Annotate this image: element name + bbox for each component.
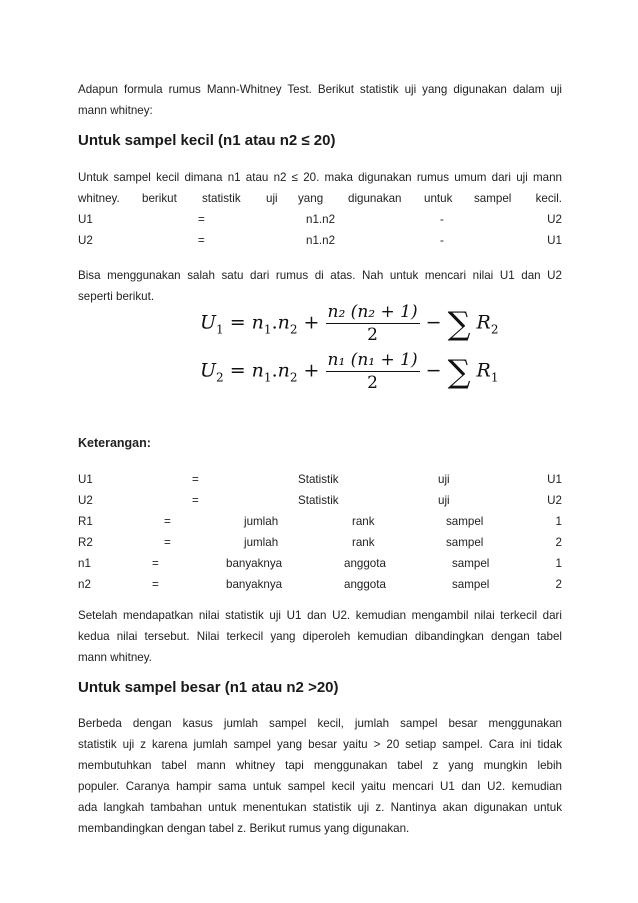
word: untuk: [424, 192, 453, 205]
fraction-denominator: 2: [367, 373, 378, 393]
formula-symbol: n: [277, 359, 290, 382]
k-cell: =: [152, 557, 159, 570]
k-cell: uji: [438, 494, 450, 507]
intro-line-2: mann whitney:: [78, 104, 153, 117]
word: sampel: [474, 192, 512, 205]
k-cell: R1: [78, 515, 93, 528]
k-cell: 1: [555, 557, 562, 570]
k-cell: R2: [78, 536, 93, 549]
k-cell: =: [192, 494, 199, 507]
keterangan-row: [78, 470, 562, 490]
formula-operator: +: [303, 359, 320, 382]
large-para-line: ada langkah tambahan untuk menentukan statistik uji z. Nantinya akan digunakan untuk: [78, 801, 562, 814]
word: kecil.: [535, 192, 562, 205]
u-cell: -: [440, 213, 444, 226]
large-para-line: Berbeda dengan kasus jumlah sampel kecil, jumlah sampel besar menggunakan: [78, 717, 562, 730]
after-line-1: Setelah mendapatkan nilai statistik uji U1 dan U2. kemudian mengambil nilai terkecil dari: [78, 609, 562, 622]
k-cell: sampel: [452, 557, 490, 570]
u-cell: U1: [547, 234, 562, 247]
heading-sampel-besar: Untuk sampel besar (n1 atau n2 >20): [78, 679, 339, 696]
sigma-symbol: ∑: [447, 352, 471, 391]
formula-operator: .: [271, 311, 278, 334]
k-cell: sampel: [446, 536, 484, 549]
k-cell: =: [164, 515, 171, 528]
formula-subscript: 2: [216, 370, 224, 385]
u-row-2: [78, 231, 562, 251]
formula-subscript: 1: [263, 370, 272, 385]
u-cell: =: [198, 213, 205, 226]
formula-operator: −: [425, 311, 442, 334]
formula-symbol: n: [251, 359, 264, 382]
k-cell: 2: [555, 578, 562, 591]
formula-symbol: n: [251, 311, 264, 334]
formula-symbol: R: [476, 359, 491, 382]
formula-operator: +: [303, 311, 320, 334]
formula-operator: −: [425, 359, 442, 382]
formula-subscript: 1: [263, 322, 272, 337]
keterangan-row: [78, 533, 562, 553]
u-row-1: [78, 210, 562, 230]
formula-u2: [200, 350, 498, 393]
k-cell: jumlah: [244, 536, 279, 549]
fraction-denominator: 2: [367, 325, 378, 345]
k-cell: sampel: [446, 515, 484, 528]
large-para-line: membutuhkan tabel mann whitney tapi menggunakan tabel z yang mungkin lebih: [78, 759, 562, 772]
formula-fraction: [326, 302, 420, 345]
k-cell: sampel: [452, 578, 490, 591]
word: statistik: [202, 192, 241, 205]
formula-subscript: 2: [289, 322, 298, 337]
keterangan-row: [78, 512, 562, 532]
k-cell: =: [192, 473, 199, 486]
k-cell: rank: [352, 536, 375, 549]
k-cell: U2: [78, 494, 93, 507]
formula-operator: .: [271, 359, 278, 382]
k-cell: banyaknya: [226, 557, 283, 570]
formula-operator: =: [229, 359, 246, 382]
small-para-line-1: Untuk sampel kecil dimana n1 atau n2 ≤ 20. maka digunakan rumus umum dari uji mann: [78, 171, 562, 184]
keterangan-row: [78, 491, 562, 511]
formula-fraction: [326, 350, 420, 393]
after-line-3: mann whitney.: [78, 651, 152, 664]
keterangan-row: [78, 575, 562, 595]
sigma-symbol: ∑: [447, 304, 471, 343]
k-cell: jumlah: [244, 515, 279, 528]
k-cell: uji: [438, 473, 450, 486]
word: yang: [298, 192, 324, 205]
large-para-line: membandingkan dengan tabel z. Berikut rumus yang digunakan.: [78, 822, 410, 835]
formula-symbol: U: [200, 359, 217, 382]
u-cell: U2: [547, 213, 562, 226]
formula-subscript: 2: [289, 370, 298, 385]
k-cell: Statistik: [298, 473, 339, 486]
heading-sampel-kecil: Untuk sampel kecil (n1 atau n2 ≤ 20): [78, 132, 336, 149]
k-cell: U2: [547, 494, 562, 507]
k-cell: =: [164, 536, 171, 549]
word: digunakan: [348, 192, 402, 205]
formula-operator: =: [229, 311, 246, 334]
word: berikut: [142, 192, 177, 205]
u-cell: U1: [78, 213, 93, 226]
large-para-line: populer. Caranya hampir sama untuk sampel kecil yaitu mencari U1 dan U2. kemudian: [78, 780, 562, 793]
k-cell: 2: [555, 536, 562, 549]
fraction-numerator: n₁ (n₁ + 1): [327, 350, 418, 370]
u-cell: =: [198, 234, 205, 247]
k-cell: n2: [78, 578, 91, 591]
k-cell: Statistik: [298, 494, 339, 507]
k-cell: U1: [547, 473, 562, 486]
formula-symbol: n: [277, 311, 290, 334]
after-line-2: kedua nilai tersebut. Nilai terkecil yang diperoleh kemudian dibandingkan dengan tabel: [78, 630, 562, 643]
k-cell: anggota: [344, 578, 386, 591]
keterangan-row: [78, 554, 562, 574]
fraction-numerator: n₂ (n₂ + 1): [327, 302, 418, 322]
formula-symbol: U: [200, 311, 217, 334]
small-para-line-2: [78, 189, 562, 209]
u-cell: n1.n2: [306, 213, 336, 226]
k-cell: 1: [555, 515, 562, 528]
large-para-line: statistik uji z karena jumlah sampel yang besar yaitu > 20 setiap sampel. Cara ini tidak: [78, 738, 562, 751]
small-para2-line-2: seperti berikut.: [78, 290, 155, 303]
formula-subscript: 1: [216, 322, 224, 337]
word: uji: [266, 192, 278, 205]
u-cell: -: [440, 234, 444, 247]
intro-line-1: Adapun formula rumus Mann-Whitney Test. Berikut statistik uji yang digunakan dalam uji: [78, 83, 562, 96]
keterangan-heading: Keterangan:: [78, 436, 151, 450]
formula-subscript: 1: [490, 370, 499, 385]
formula-symbol: R: [476, 311, 491, 334]
k-cell: U1: [78, 473, 93, 486]
formula-u1: [200, 302, 498, 345]
k-cell: rank: [352, 515, 375, 528]
u-cell: U2: [78, 234, 93, 247]
k-cell: n1: [78, 557, 91, 570]
word: whitney.: [78, 192, 120, 205]
k-cell: anggota: [344, 557, 386, 570]
formula-subscript: 2: [490, 322, 499, 337]
k-cell: =: [152, 578, 159, 591]
k-cell: banyaknya: [226, 578, 283, 591]
small-para2-line-1: Bisa menggunakan salah satu dari rumus di atas. Nah untuk mencari nilai U1 dan U2: [78, 269, 562, 282]
u-cell: n1.n2: [306, 234, 336, 247]
